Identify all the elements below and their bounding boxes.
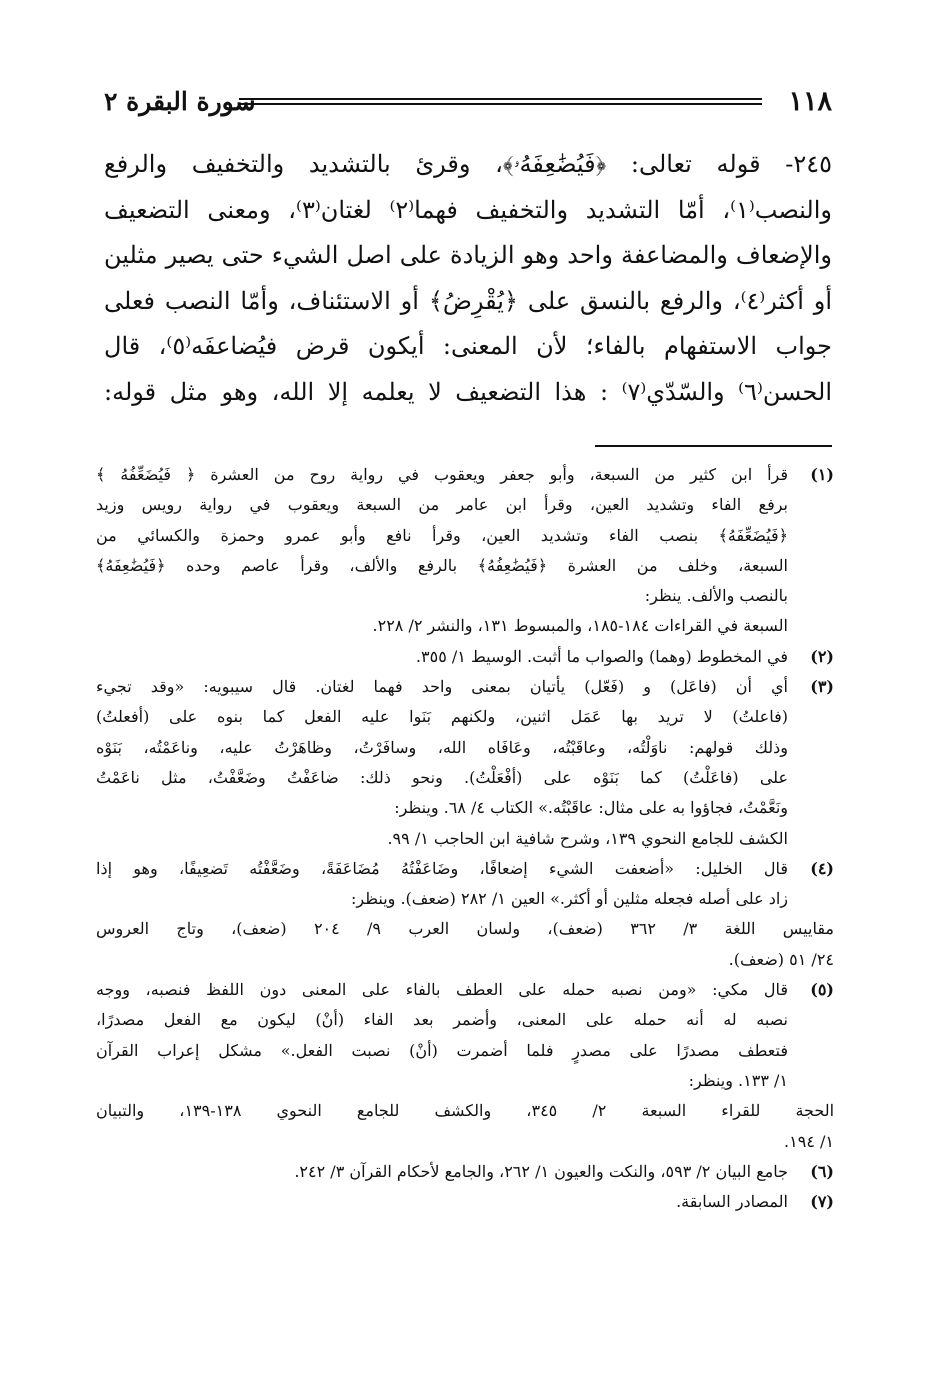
footnote-body (96, 975, 788, 1096)
header-rule (239, 98, 762, 105)
footnote-line: نصبه له أنه حمله على المعنى، وأضمر بعد الفاء (أنْ) ليكون مع الفعل مصدرًا، (96, 1010, 788, 1030)
footnote-reference-line: الكشف للجامع النحوي ١٣٩، وشرح شافية ابن الحاجب ١/ ٩٩. (387, 828, 788, 848)
footnote-line: فتعطف مصدرًا على مصدرٍ فلما أضمرت (أنْ) نصبت الفعل.» مشكل إعراب القرآن (96, 1040, 788, 1060)
footnote-number: (٣) (810, 677, 834, 697)
footnote-reference-line: مقاييس اللغة ٣/ ٣٦٢ (ضعف)، ولسان العرب ٩/ ٢٠٤ (ضعف)، وتاج العروس (96, 919, 834, 939)
footnote-line: في المخطوط (وهما) والصواب ما أثبت. الوسيط ١/ ٣٥٥. (415, 646, 788, 666)
footnote-reference-line: ١/ ١٩٤. (784, 1131, 834, 1151)
footnote-body (96, 854, 788, 915)
footnote-3 (96, 672, 834, 854)
footnote-reference-line: السبعة في القراءات ١٨٤-١٨٥، والمبسوط ١٣١، والنشر ٢/ ٢٢٨. (372, 616, 788, 636)
footnote-line: أي أن (فاعَل) و (فَعّل) يأتيان بمعنى واحد فهما لغتان. قال سيبويه: «وقد تجيء (96, 677, 788, 697)
footnote-number: (٥) (810, 980, 834, 1000)
footnote-line: قال مكي: «ومن نصبه حمله على العطف بالفاء على المعنى دون اللفظ فنصبه، ووجه (96, 980, 788, 1000)
footnote-number: (٦) (810, 1161, 834, 1181)
main-text-line: أو أكثر⁽٤⁾، والرفع بالنسق على ﴿يُقْرِضُ﴾ أو الاستئناف، وأمّا النصب فعلى (104, 286, 833, 315)
running-title: سورة البقرة ٢ (104, 87, 256, 116)
main-text-line: ٢٤٥- قوله تعالى: ﴿فَيُضَٰعِفَهُۥ﴾، وقرئ بالتشديد والتخفيف والرفع (104, 150, 832, 178)
footnote-2 (96, 642, 834, 672)
footnote-reference-line: الحجة للقراء السبعة ٢/ ٣٤٥، والكشف للجامع النحوي ١٣٨-١٣٩، والتبيان (96, 1101, 834, 1121)
footnote-number: (١) (810, 465, 834, 484)
footnote-body (96, 1157, 788, 1187)
footnote-4 (96, 854, 834, 975)
footnote-number: (٢) (810, 646, 834, 666)
page-number: ١١٨ (788, 86, 832, 117)
footnote-line: السبعة، وخلف من العشرة ﴿فَيُضَٰعِفُهُ﴾ بالرفع والألف، وقرأ عاصم وحده ﴿فَيُضَٰعِفَهُ﴾ (96, 555, 788, 575)
footnote-separator (595, 445, 832, 447)
footnote-line: (فاعلتُ) لا تريد بها عَمَل اثنين، ولكنهم بَنَوا عليه الفعل كما بنوه على (أفعلتُ) (96, 707, 788, 727)
footnote-5 (96, 975, 834, 1157)
footnote-7 (96, 1187, 834, 1217)
main-text-line: جواب الاستفهام بالفاء؛ لأن المعنى: أيكون قرض فيُضاعفَه⁽٥⁾، قال (104, 332, 832, 360)
footnote-line: ونَعَّمْتُ، فجاؤوا به على مثال: عاقَبْتُه.» الكتاب ٤/ ٦٨. وينظر: (394, 798, 788, 818)
footnote-body (96, 460, 788, 642)
footnote-line: وذلك قولهم: ناوَلْتُه، وعاقَبْتُه، وعَافَاه الله، وسافَرْتُ، وظاهَرْتُ عليه، وناعَمْتُه، بَنَوْه (96, 737, 788, 757)
footnote-line: ﴿فَيُضَعِّفَهُ﴾ بنصب الفاء وتشديد العين، وقرأ نافع وأبو عمرو وحمزة والكسائي من (96, 525, 788, 545)
footnote-references (96, 914, 834, 975)
footnote-6 (96, 1157, 834, 1187)
footnote-1 (96, 460, 834, 642)
footnote-line: ١/ ١٣٣. وينظر: (688, 1070, 788, 1090)
footnote-line: زاد على أصله فجعله مثلين أو أكثر.» العين ١/ ٢٨٢ (ضعف). وينظر: (351, 889, 788, 909)
footnote-number: (٤) (810, 858, 834, 878)
footnote-body (96, 672, 788, 854)
page-header (104, 84, 832, 124)
footnote-line: المصادر السابقة. (676, 1192, 788, 1212)
footnote-line: برفع الفاء وتشديد العين، وقرأ ابن عامر من السبعة ويعقوب في رواية رويس وزيد (96, 495, 788, 515)
footnote-references (96, 1096, 834, 1157)
main-text-line: والإضعاف والمضاعفة واحد وهو الزيادة على اصل الشيء حتى يصير مثلين (104, 241, 832, 269)
footnotes (96, 460, 834, 1217)
footnote-line: بالنصب والألف. ينظر: (644, 586, 788, 606)
footnote-line: على (فاعَلْتُ) كما بَنَوْه على (أفْعَلْتُ). ونحو ذلك: ضاعَفْتُ وضَعَّفْتُ، مثل ناعَمْتُ (96, 767, 788, 787)
footnote-line: جامع البيان ٢/ ٥٩٣، والنكت والعيون ١/ ٢٦٢، والجامع لأحكام القرآن ٣/ ٢٤٢. (294, 1161, 788, 1181)
footnote-body (96, 1187, 788, 1217)
main-text (104, 142, 832, 415)
footnote-number: (٧) (810, 1192, 834, 1212)
footnote-reference-line: ٢٤/ ٥١ (ضعف). (728, 949, 834, 969)
footnote-line: قال الخليل: «أضعفت الشيء إضعافًا، وضَاعَفْتُهُ مُضَاعَفَةً، وضَعَّفْتُه تَضعِيفًا، وهو إذا (96, 858, 788, 878)
footnote-body (96, 642, 788, 672)
main-text-line: الحسن⁽٦⁾ والسّدّي⁽٧⁾ : هذا التضعيف لا يعلمه إلا الله، وهو مثل قوله: (104, 377, 832, 406)
footnote-line: قرأ ابن كثير من السبعة، وأبو جعفر ويعقوب في رواية روح من العشرة ﴿ فَيُضَعِّفُهُ ﴾ (96, 465, 788, 484)
main-text-line: والنصب⁽١⁾، أمّا التشديد والتخفيف فهما⁽٢⁾ لغتان⁽٣⁾، ومعنى التضعيف (104, 195, 832, 224)
